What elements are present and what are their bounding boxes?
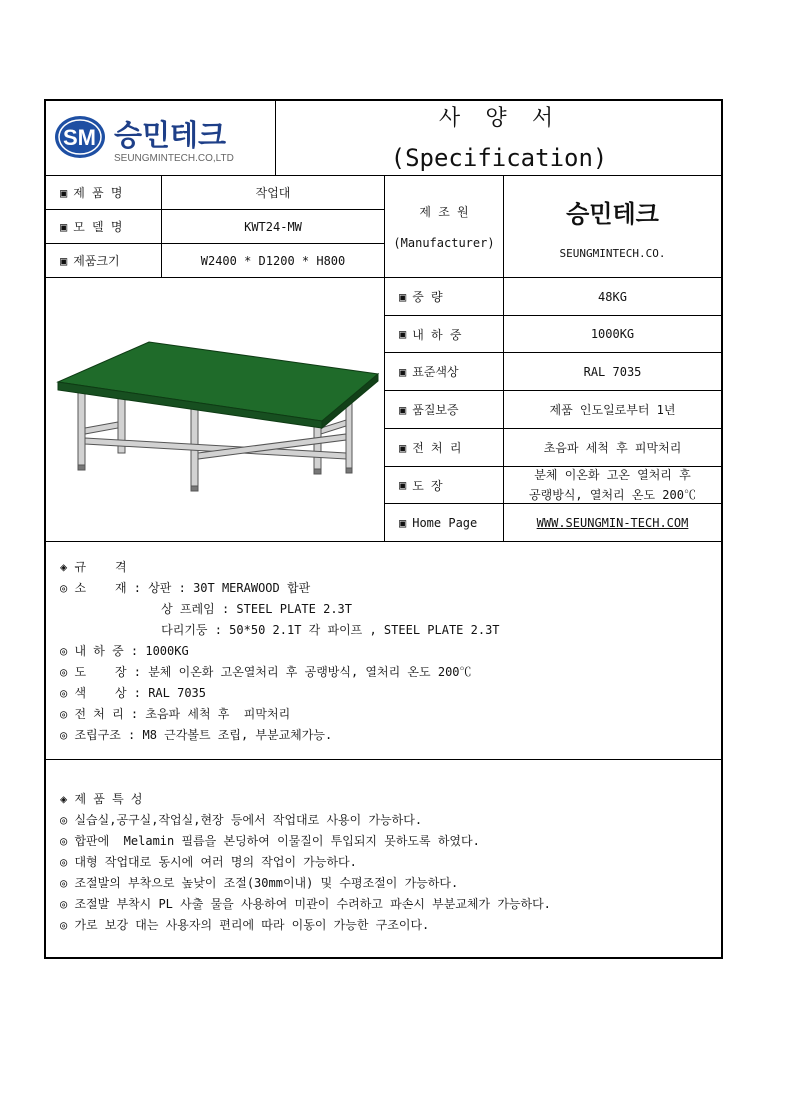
specs-section — [46, 541, 721, 759]
spec-sheet — [44, 99, 723, 959]
homepage-link[interactable]: WWW.SEUNGMIN-TECH.COM — [503, 503, 721, 541]
manufacturer-name: 승민테크 — [566, 199, 659, 228]
specs-heading: ◈ 규 격 — [60, 560, 127, 574]
feature-line: ◎ 가로 보강 대는 사용자의 편리에 따라 이동이 가능한 구조이다. — [60, 918, 430, 932]
manufacturer-label: 제 조 원 (Manufacturer) — [384, 175, 503, 277]
product-image — [46, 277, 384, 541]
spec-line: ◎ 도 장 : 분체 이온화 고온열처리 후 공랭방식, 열처리 온도 200℃ — [60, 665, 472, 679]
model-name-value: KWT24-MW — [161, 209, 384, 243]
attr-label: ▣ 전 처 리 — [384, 428, 503, 466]
attr-value: 48KG — [503, 277, 721, 315]
logo-mark: SM — [63, 125, 96, 150]
attr-label: ▣ 중 량 — [384, 277, 503, 315]
manufacturer-name-en: SEUNGMINTECH.CO. — [559, 246, 666, 260]
spec-line: ◎ 내 하 중 : 1000KG — [60, 644, 189, 658]
logo-sub: SEUNGMINTECH.CO,LTD — [114, 153, 234, 164]
logo-brand: 승민테크 — [114, 118, 227, 152]
spec-line: ◎ 색 상 : RAL 7035 — [60, 686, 207, 700]
size-label: ▣ 제품크기 — [46, 243, 161, 277]
feature-line: ◎ 조절발 부착시 PL 사출 물을 사용하여 미관이 수려하고 파손시 부분교체가 가능하다. — [60, 897, 551, 911]
attr-value: RAL 7035 — [503, 352, 721, 390]
product-name-label: ▣ 제 품 명 — [46, 175, 161, 209]
model-name-label: ▣ 모 델 명 — [46, 209, 161, 243]
attr-value: 분체 이온화 고온 열처리 후 공랭방식, 열처리 온도 200℃ — [503, 466, 721, 503]
spec-line: ◎ 조립구조 : M8 근각볼트 조립, 부분교체가능. — [60, 728, 333, 742]
title-korean: 사 양 서 — [438, 105, 560, 131]
company-logo — [46, 101, 275, 175]
attr-label: ▣ 표준색상 — [384, 352, 503, 390]
attr-value: 제품 인도일로부터 1년 — [503, 390, 721, 428]
feature-line: ◎ 합판에 Melamin 필름을 본딩하여 이물질이 투입되지 못하도록 하였다. — [60, 834, 480, 848]
product-name-value: 작업대 — [161, 175, 384, 209]
size-value: W2400 * D1200 * H800 — [161, 243, 384, 277]
attr-value: 초음파 세척 후 피막처리 — [503, 428, 721, 466]
feature-line: ◎ 대형 작업대로 동시에 여러 명의 작업이 가능하다. — [60, 855, 357, 869]
attr-label: ▣ 품질보증 — [384, 390, 503, 428]
features-section — [46, 759, 721, 957]
attr-label: ▣ 내 하 중 — [384, 315, 503, 352]
spec-line: ◎ 소 재 : 상판 : 30T MERAWOOD 합판 — [60, 581, 311, 595]
attr-label: ▣ Home Page — [384, 503, 503, 541]
title-english: (Specification) — [390, 144, 608, 172]
feature-line: ◎ 조절발의 부착으로 높낮이 조절(30mm이내) 및 수평조절이 가능하다. — [60, 876, 459, 890]
feature-line: ◎ 실습실,공구실,작업실,현장 등에서 작업대로 사용이 가능하다. — [60, 813, 423, 827]
spec-line: ◎ 전 처 리 : 초음파 세척 후 피막처리 — [60, 707, 291, 721]
logo-graphic — [46, 101, 275, 175]
spec-line: 상 프레임 : STEEL PLATE 2.3T — [60, 602, 353, 616]
workbench-illustration — [46, 278, 384, 542]
features-heading: ◈ 제 품 특 성 — [60, 792, 143, 806]
attr-value: 1000KG — [503, 315, 721, 352]
attr-label: ▣ 도 장 — [384, 466, 503, 503]
spec-line: 다리기둥 : 50*50 2.1T 각 파이프 , STEEL PLATE 2.3T — [60, 623, 500, 637]
manufacturer-value — [503, 175, 721, 277]
